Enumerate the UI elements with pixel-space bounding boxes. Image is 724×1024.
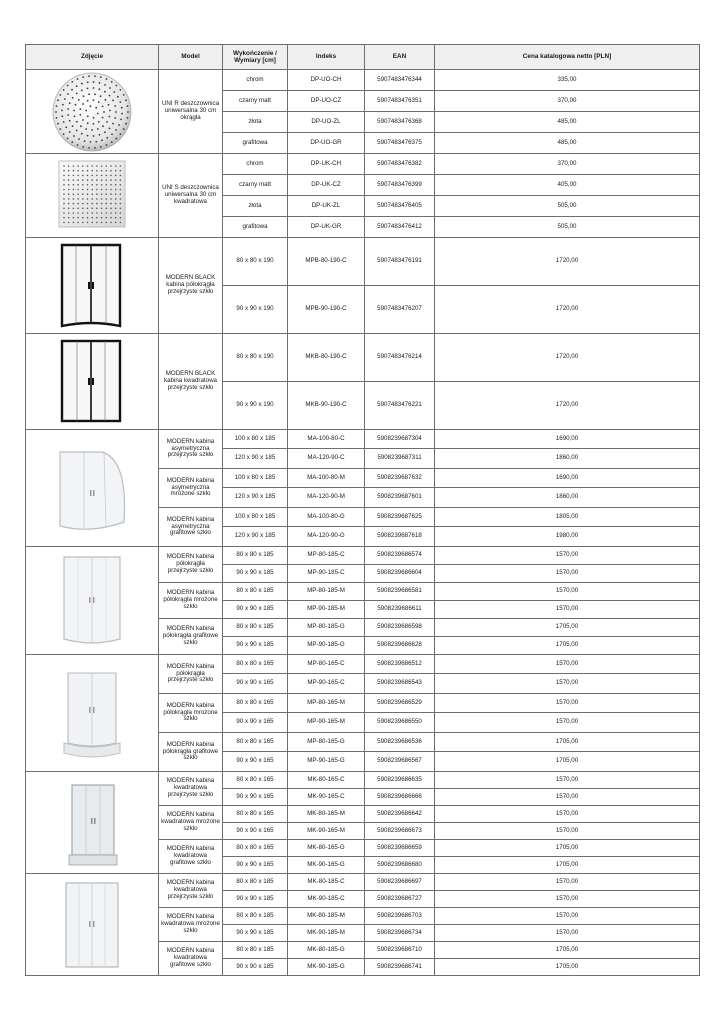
price-cell: 1980,00 (435, 527, 700, 547)
price-cell: 1570,00 (435, 908, 700, 925)
finish-cell: 100 x 80 x 185 (223, 469, 288, 488)
table-row (26, 430, 700, 449)
header-photo: Zdjęcie (26, 45, 159, 70)
model-cell: MODERN kabina asymetryczna grafitowe szkło (159, 508, 223, 547)
finish-cell: 80 x 80 x 185 (223, 547, 288, 565)
price-cell: 1860,00 (435, 449, 700, 469)
index-cell: MK-90-185-M (288, 925, 365, 942)
square-cabin-icon (26, 874, 159, 976)
ean-cell: 5908239686574 (365, 547, 435, 565)
ean-cell: 5907483476405 (365, 196, 435, 217)
index-cell: DP-UK-ZL (288, 196, 365, 217)
finish-cell: 120 x 90 x 185 (223, 449, 288, 469)
index-cell: MP-80-165-G (288, 733, 365, 752)
ean-cell: 5908239686536 (365, 733, 435, 752)
table-row (26, 70, 700, 91)
finish-cell: 80 x 80 x 165 (223, 655, 288, 674)
ean-cell: 5907483476221 (365, 382, 435, 430)
round-shower-head-icon (26, 70, 159, 154)
table-row (26, 154, 700, 175)
ean-cell: 5908239687632 (365, 469, 435, 488)
index-cell: MA-100-80-M (288, 469, 365, 488)
model-cell: MODERN kabina półokrągła grafitowe szkło (159, 619, 223, 655)
index-cell: MP-80-165-M (288, 694, 365, 713)
price-cell: 1705,00 (435, 857, 700, 874)
price-cell: 405,00 (435, 175, 700, 196)
price-cell: 1570,00 (435, 674, 700, 694)
price-cell: 1570,00 (435, 874, 700, 891)
ean-cell: 5907483476191 (365, 238, 435, 286)
finish-cell: chrom (223, 70, 288, 91)
ean-cell: 5907483476399 (365, 175, 435, 196)
table-row (26, 772, 700, 789)
price-cell: 1720,00 (435, 382, 700, 430)
index-cell: MPB-80-190-C (288, 238, 365, 286)
price-cell: 1705,00 (435, 637, 700, 655)
index-cell: MP-90-165-C (288, 674, 365, 694)
ean-cell: 5908239686604 (365, 565, 435, 583)
asymmetric-cabin-icon (26, 430, 159, 547)
table-row (26, 655, 700, 674)
finish-cell: grafitowa (223, 217, 288, 238)
ean-cell: 5908239686512 (365, 655, 435, 674)
finish-cell: 90 x 90 x 190 (223, 382, 288, 430)
model-cell: MODERN kabina półokrągła przejrzyste szkło (159, 655, 223, 694)
ean-cell: 5907483476214 (365, 334, 435, 382)
index-cell: MA-120-90-C (288, 449, 365, 469)
square-shower-head-icon (26, 154, 159, 238)
index-cell: DP-UO-CH (288, 70, 365, 91)
index-cell: MP-80-185-G (288, 619, 365, 637)
finish-cell: 80 x 80 x 185 (223, 619, 288, 637)
model-cell: MODERN kabina asymetryczna mrożone szkło (159, 469, 223, 508)
finish-cell: 90 x 90 x 165 (223, 674, 288, 694)
ean-cell: 5908239686567 (365, 752, 435, 772)
finish-cell: 90 x 90 x 185 (223, 891, 288, 908)
price-cell: 485,00 (435, 112, 700, 133)
finish-cell: 90 x 90 x 185 (223, 637, 288, 655)
index-cell: MP-90-185-M (288, 601, 365, 619)
price-cell: 1860,00 (435, 488, 700, 508)
index-cell: MK-80-165-M (288, 806, 365, 823)
price-cell: 1705,00 (435, 942, 700, 959)
model-cell: MODERN BLACK kabina kwadratowa przejrzyste szkło (159, 334, 223, 430)
price-cell: 370,00 (435, 91, 700, 112)
finish-cell: 90 x 90 x 185 (223, 601, 288, 619)
price-cell: 1570,00 (435, 694, 700, 713)
table-body (26, 70, 700, 976)
header-ean: EAN (365, 45, 435, 70)
finish-cell: 120 x 90 x 185 (223, 488, 288, 508)
index-cell: DP-UO-GR (288, 133, 365, 154)
ean-cell: 5907483476351 (365, 91, 435, 112)
price-cell: 1805,00 (435, 508, 700, 527)
index-cell: DP-UO-ZL (288, 112, 365, 133)
black-square-cabin-icon (26, 334, 159, 430)
ean-cell: 5908239686611 (365, 601, 435, 619)
price-cell: 1705,00 (435, 959, 700, 976)
header-model: Model (159, 45, 223, 70)
finish-cell: 90 x 90 x 185 (223, 925, 288, 942)
model-cell: MODERN kabina półokrągła mrożone szkło (159, 694, 223, 733)
index-cell: MK-80-185-C (288, 874, 365, 891)
price-cell: 1570,00 (435, 772, 700, 789)
table-row (26, 874, 700, 891)
finish-cell: 80 x 80 x 185 (223, 583, 288, 601)
finish-cell: złota (223, 112, 288, 133)
finish-cell: 90 x 90 x 165 (223, 752, 288, 772)
index-cell: MP-90-185-C (288, 565, 365, 583)
ean-cell: 5908239686642 (365, 806, 435, 823)
index-cell: MP-80-185-M (288, 583, 365, 601)
finish-cell: 90 x 90 x 165 (223, 857, 288, 874)
finish-cell: 100 x 80 x 185 (223, 430, 288, 449)
ean-cell: 5907483476368 (365, 112, 435, 133)
index-cell: DP-UK-CH (288, 154, 365, 175)
ean-cell: 5908239686734 (365, 925, 435, 942)
model-cell: MODERN BLACK kabina półokrągła przejrzyste szkło (159, 238, 223, 334)
model-cell: MODERN kabina kwadratowa mrożone szkło (159, 908, 223, 942)
index-cell: MK-90-165-G (288, 857, 365, 874)
ean-cell: 5908239686550 (365, 713, 435, 733)
ean-cell: 5908239686635 (365, 772, 435, 789)
index-cell: MP-90-185-G (288, 637, 365, 655)
model-cell: UNI R deszczownica uniwersalna 30 cm okrągła (159, 70, 223, 154)
index-cell: MK-90-165-M (288, 823, 365, 840)
finish-cell: grafitowa (223, 133, 288, 154)
table-row (26, 238, 700, 286)
index-cell: MA-100-80-G (288, 508, 365, 527)
index-cell: MKB-90-190-C (288, 382, 365, 430)
index-cell: MPB-90-190-C (288, 286, 365, 334)
index-cell: MP-90-165-G (288, 752, 365, 772)
price-cell: 1570,00 (435, 925, 700, 942)
finish-cell: 80 x 80 x 165 (223, 806, 288, 823)
index-cell: MK-80-185-G (288, 942, 365, 959)
model-cell: MODERN kabina kwadratowa grafitowe szkło (159, 840, 223, 874)
model-cell: UNI S deszczownica uniwersalna 30 cm kwadratowa (159, 154, 223, 238)
square-cabin-tray-icon (26, 772, 159, 874)
ean-cell: 5908239686680 (365, 857, 435, 874)
index-cell: MP-80-165-C (288, 655, 365, 674)
price-cell: 505,00 (435, 217, 700, 238)
finish-cell: 80 x 80 x 185 (223, 908, 288, 925)
finish-cell: 80 x 80 x 185 (223, 874, 288, 891)
finish-cell: 90 x 90 x 190 (223, 286, 288, 334)
model-cell: MODERN kabina półokrągła mrożone szkło (159, 583, 223, 619)
price-cell: 1570,00 (435, 547, 700, 565)
index-cell: DP-UK-GR (288, 217, 365, 238)
price-cell: 1720,00 (435, 334, 700, 382)
finish-cell: 90 x 90 x 165 (223, 713, 288, 733)
index-cell: MA-120-90-M (288, 488, 365, 508)
model-cell: MODERN kabina półokrągła grafitowe szkło (159, 733, 223, 772)
model-cell: MODERN kabina asymetryczna przejrzyste szkło (159, 430, 223, 469)
finish-cell: 120 x 90 x 185 (223, 527, 288, 547)
model-cell: MODERN kabina kwadratowa przejrzyste szkło (159, 772, 223, 806)
price-cell: 1690,00 (435, 430, 700, 449)
price-cell: 1570,00 (435, 601, 700, 619)
ean-cell: 5908239686741 (365, 959, 435, 976)
ean-cell: 5908239687618 (365, 527, 435, 547)
ean-cell: 5907483476412 (365, 217, 435, 238)
index-cell: MK-90-185-G (288, 959, 365, 976)
ean-cell: 5908239686673 (365, 823, 435, 840)
table-row (26, 547, 700, 565)
header-row (26, 45, 700, 70)
price-cell: 1705,00 (435, 752, 700, 772)
ean-cell: 5907483476344 (365, 70, 435, 91)
ean-cell: 5908239686598 (365, 619, 435, 637)
price-cell: 335,00 (435, 70, 700, 91)
finish-cell: 90 x 90 x 185 (223, 565, 288, 583)
index-cell: MP-80-185-C (288, 547, 365, 565)
index-cell: DP-UO-CZ (288, 91, 365, 112)
price-cell: 485,00 (435, 133, 700, 154)
ean-cell: 5908239687311 (365, 449, 435, 469)
price-cell: 1705,00 (435, 840, 700, 857)
semicircular-cabin-icon (26, 547, 159, 655)
table-row (26, 334, 700, 382)
finish-cell: 80 x 80 x 165 (223, 772, 288, 789)
ean-cell: 5908239687625 (365, 508, 435, 527)
ean-cell: 5907483476375 (365, 133, 435, 154)
finish-cell: czarny matt (223, 175, 288, 196)
index-cell: MK-90-165-C (288, 789, 365, 806)
index-cell: MK-80-165-G (288, 840, 365, 857)
price-cell: 1705,00 (435, 733, 700, 752)
finish-cell: czarny matt (223, 91, 288, 112)
price-cell: 1570,00 (435, 655, 700, 674)
finish-cell: 80 x 80 x 165 (223, 733, 288, 752)
price-cell: 1570,00 (435, 789, 700, 806)
index-cell: MKB-80-190-C (288, 334, 365, 382)
index-cell: MK-80-185-M (288, 908, 365, 925)
price-cell: 505,00 (435, 196, 700, 217)
finish-cell: 90 x 90 x 185 (223, 959, 288, 976)
price-cell: 1570,00 (435, 891, 700, 908)
ean-cell: 5908239687601 (365, 488, 435, 508)
index-cell: MA-100-80-C (288, 430, 365, 449)
ean-cell: 5908239687304 (365, 430, 435, 449)
ean-cell: 5908239686659 (365, 840, 435, 857)
index-cell: MA-120-90-G (288, 527, 365, 547)
ean-cell: 5908239686710 (365, 942, 435, 959)
ean-cell: 5908239686529 (365, 694, 435, 713)
index-cell: DP-UK-CZ (288, 175, 365, 196)
ean-cell: 5908239686581 (365, 583, 435, 601)
ean-cell: 5908239686697 (365, 874, 435, 891)
ean-cell: 5907483476207 (365, 286, 435, 334)
finish-cell: chrom (223, 154, 288, 175)
header-finish: Wykończenie / Wymiary [cm] (223, 45, 288, 70)
ean-cell: 5908239686727 (365, 891, 435, 908)
price-cell: 1570,00 (435, 583, 700, 601)
finish-cell: 80 x 80 x 165 (223, 840, 288, 857)
index-cell: MK-80-165-C (288, 772, 365, 789)
ean-cell: 5908239686666 (365, 789, 435, 806)
price-cell: 1690,00 (435, 469, 700, 488)
finish-cell: 90 x 90 x 165 (223, 823, 288, 840)
price-cell: 1570,00 (435, 806, 700, 823)
ean-cell: 5907483476382 (365, 154, 435, 175)
price-cell: 1720,00 (435, 286, 700, 334)
price-cell: 1705,00 (435, 619, 700, 637)
index-cell: MP-90-165-M (288, 713, 365, 733)
model-cell: MODERN kabina kwadratowa przejrzyste szkło (159, 874, 223, 908)
finish-cell: 80 x 80 x 185 (223, 942, 288, 959)
price-cell: 1570,00 (435, 823, 700, 840)
finish-cell: 80 x 80 x 190 (223, 334, 288, 382)
header-price: Cena katalogowa netto [PLN] (435, 45, 700, 70)
semicircular-cabin-tray-icon (26, 655, 159, 772)
finish-cell: 90 x 90 x 165 (223, 789, 288, 806)
finish-cell: złota (223, 196, 288, 217)
index-cell: MK-90-185-C (288, 891, 365, 908)
finish-cell: 80 x 80 x 165 (223, 694, 288, 713)
ean-cell: 5908239686703 (365, 908, 435, 925)
finish-cell: 80 x 80 x 190 (223, 238, 288, 286)
black-semicircular-cabin-icon (26, 238, 159, 334)
price-cell: 1570,00 (435, 713, 700, 733)
finish-cell: 100 x 80 x 185 (223, 508, 288, 527)
ean-cell: 5908239686628 (365, 637, 435, 655)
ean-cell: 5908239686543 (365, 674, 435, 694)
price-cell: 370,00 (435, 154, 700, 175)
model-cell: MODERN kabina kwadratowa mrożone szkło (159, 806, 223, 840)
price-cell: 1570,00 (435, 565, 700, 583)
price-list-table (25, 44, 700, 976)
header-index: Indeks (288, 45, 365, 70)
price-cell: 1720,00 (435, 238, 700, 286)
model-cell: MODERN kabina kwadratowa grafitowe szkło (159, 942, 223, 976)
model-cell: MODERN kabina półokrągła przejrzyste szkło (159, 547, 223, 583)
